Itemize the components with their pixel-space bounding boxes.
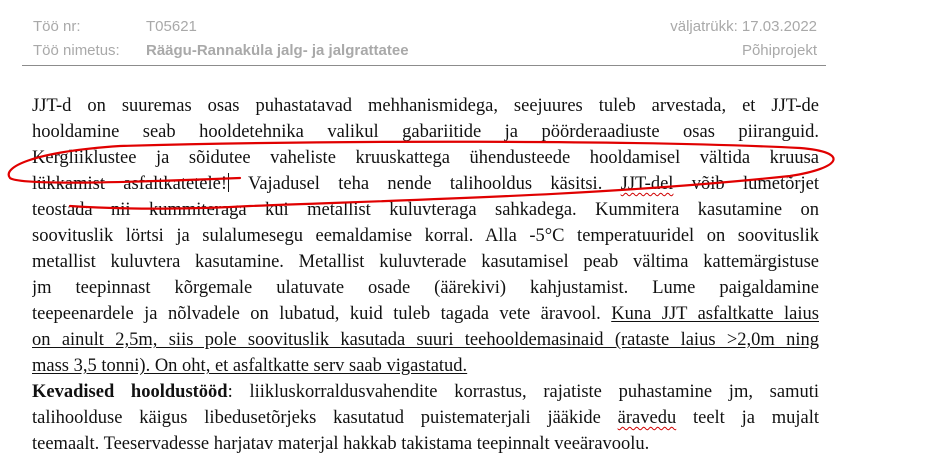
spring-maintenance-line bbox=[32, 379, 819, 405]
text-run: teelt ja mujalt bbox=[676, 408, 819, 428]
work-name-label: Töö nimetus: bbox=[33, 42, 120, 59]
text-run: Vajadusel teha nende talihooldus käsitsi. bbox=[230, 174, 621, 194]
text-cursor bbox=[228, 173, 229, 192]
paragraph-line-highlighted bbox=[32, 171, 819, 197]
underlined-line: on ainult 2,5m, siis pole soovituslik kasutada suuri teehooldemasinaid (rataste laius >2,0m ning bbox=[32, 330, 819, 350]
underlined-line bbox=[32, 353, 819, 379]
paragraph-line: hooldamine seab hooldetehnika valikul gabariitide ja pöörderaadiuste osas piiranguid. bbox=[32, 122, 819, 142]
work-number-value: T05621 bbox=[146, 18, 197, 35]
printout-date: väljatrükk: 17.03.2022 bbox=[670, 18, 817, 35]
spellcheck-word[interactable]: äravedu bbox=[617, 408, 677, 428]
paragraph-line bbox=[32, 405, 819, 431]
spring-heading: Kevadised hooldustööd bbox=[32, 382, 228, 402]
underlined-text: mass 3,5 tonni). On oht, et asfaltkatte serv saab vigastatud. bbox=[32, 356, 468, 376]
paragraph-line: soovituslik lörtsi ja sulalumesegu eemaldamise korral. Alla -5°C temperatuuridel on soovituslik bbox=[32, 226, 819, 246]
underlined-text: Kuna JJT asfaltkatte laius bbox=[611, 304, 819, 324]
project-stage: Põhiprojekt bbox=[741, 42, 817, 59]
text-run: talihoolduse käigus libedusetõrjeks kasutatud puistematerjali jääkide bbox=[32, 408, 618, 428]
paragraph-line: JJT-d on suuremas osas puhastatavad mehhanismidega, seejuures tuleb arvestada, et JJT-de bbox=[32, 96, 819, 116]
paragraph-line: teemaalt. Teeservadesse harjatav materjal hakkab takistama teepinnalt veeäravoolu. bbox=[32, 434, 650, 454]
text-run: võib lumetõrjet bbox=[673, 174, 819, 194]
document-body[interactable] bbox=[32, 93, 819, 457]
highlighted-text: lükkamist asfaltkatetele! bbox=[32, 174, 228, 194]
spellcheck-word[interactable]: JJT-del bbox=[620, 174, 674, 194]
text-run: : liikluskorraldusvahendite korrastus, rajatiste puhastamine jm, samuti bbox=[227, 382, 819, 402]
paragraph-line: metallist kuluvtera kasutamine. Metallist kuluvterade kasutamisel peab vältima kattemärgistuse bbox=[32, 252, 819, 272]
work-name-value: Räägu-Rannaküla jalg- ja jalgrattatee bbox=[146, 42, 409, 59]
work-number-label: Töö nr: bbox=[33, 18, 81, 35]
paragraph-line bbox=[32, 301, 819, 327]
paragraph-line-highlighted: Kergliiklustee ja sõidutee vaheliste kruuskattega ühendusteede hooldamisel vältida kruusa bbox=[32, 148, 819, 168]
text-run: teepeenardele ja nõlvadele on lubatud, kuid tuleb tagada vete äravool. bbox=[32, 304, 612, 324]
header-divider bbox=[22, 65, 826, 66]
paragraph-line: jm teepinnast kõrgemale ulatuvate osade (äärekivi) kahjustamist. Lume paigaldamine bbox=[32, 278, 819, 298]
paragraph-line: teostada nii kummiteraga kui metallist kuluvteraga sahkadega. Kummitera kasutamine on bbox=[32, 200, 819, 220]
